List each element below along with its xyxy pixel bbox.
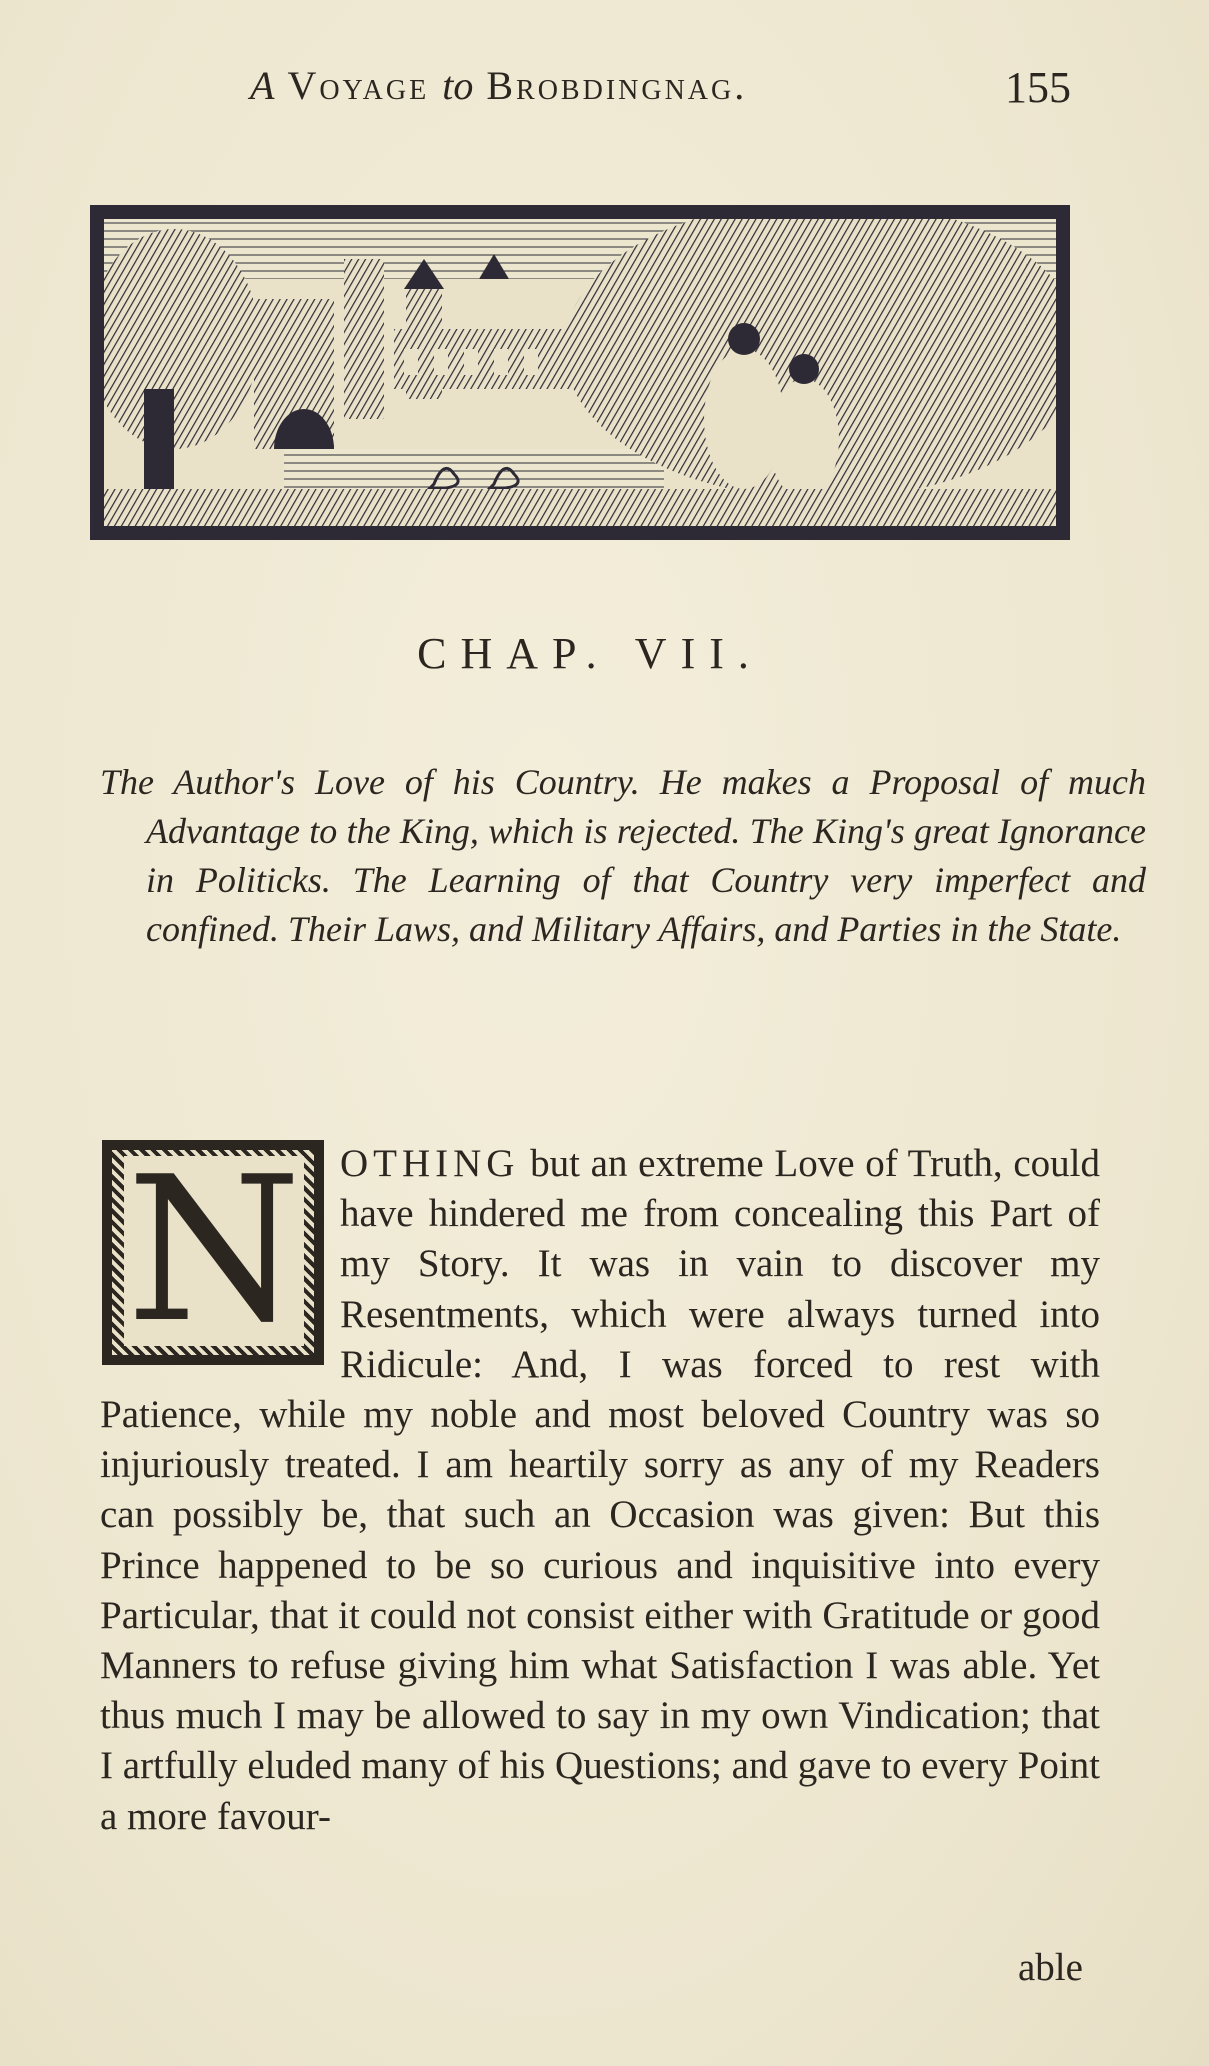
headpiece-woodcut xyxy=(90,205,1070,540)
running-head-preposition: to xyxy=(442,63,474,108)
opening-word: OTHING xyxy=(340,1142,520,1185)
catchword: able xyxy=(1018,1946,1083,1989)
chapter-summary: The Author's Love of his Country. He makes a Proposal of much Advantage to the King, which is rejected. The King's great Ignorance in Politicks. The Learning of that Country very imperfect and confined. Their Laws, and Military Affairs, and Parties in the State. xyxy=(100,762,1146,949)
running-head xyxy=(250,62,890,109)
body-paragraph xyxy=(100,1139,1100,1842)
running-head-place: Brobdingnag. xyxy=(486,63,748,108)
page-number: 155 xyxy=(1005,63,1071,112)
drop-cap-letter: N xyxy=(124,1156,304,1346)
body-text-content: but an extreme Love of Truth, could have hindered me from concealing this Part of my Story. It was in vain to discover my Resentments, which were always turned into Ridicule: And, I was forced to rest with Patience, while my noble and most beloved Country was so injuriously treated. I am heartily sorry as any of my Readers can possibly be, that such an Occasion was given: But this Prince happened to be so curious and inquisitive into every Particular, that it could not consist either with Gratitude or good Manners to refuse giving him what Satisfaction I was able. Yet thus much I may be allowed to say in my own Vindication; that I artfully eluded many of his Questions; and gave to every Point a more favour- xyxy=(100,1142,1100,1838)
running-head-article: A xyxy=(250,63,275,108)
woodcut-illustration xyxy=(104,219,1056,526)
chapter-title: CHAP. VII. xyxy=(417,629,763,678)
running-head-voyage: Voyage xyxy=(287,63,430,108)
